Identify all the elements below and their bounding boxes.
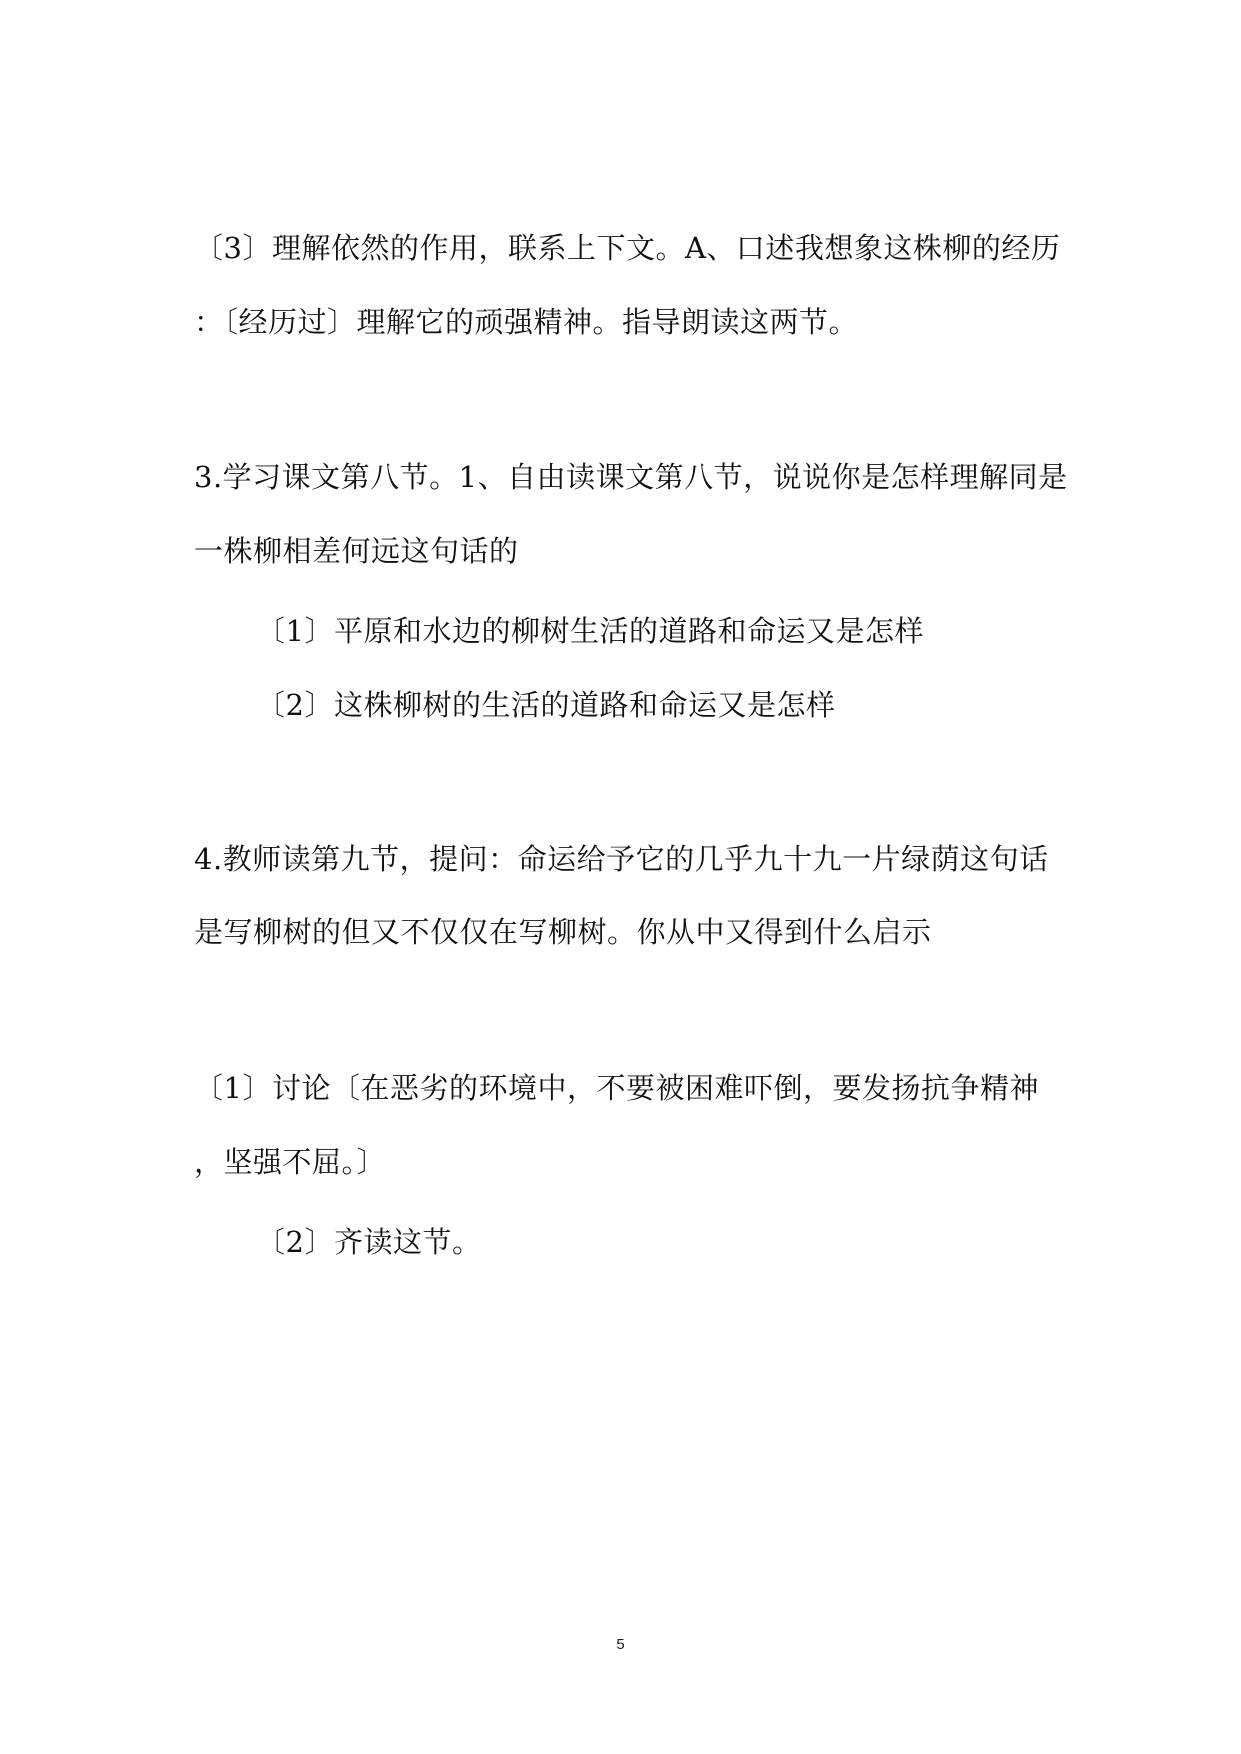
paragraph-line-2: ：〔经历过〕理解它的顽强精神。指导朗读这两节。 (194, 305, 859, 339)
page-number: 5 (616, 1636, 625, 1653)
paragraph-line-5: 4.教师读第九节，提问：命运给予它的几乎九十九一片绿荫这句话 (194, 842, 1049, 876)
paragraph-line-3: 3.学习课文第八节。1、自由读课文第八节，说说你是怎样理解同是 (194, 460, 1068, 494)
paragraph-line-8: ，坚强不屈。〕 (194, 1145, 387, 1179)
paragraph-line-7: 〔1〕讨论〔在恶劣的环境中，不要被困难吓倒，要发扬抗争精神 (194, 1071, 1039, 1105)
paragraph-line-1: 〔3〕理解依然的作用，联系上下文。A、口述我想象这株柳的经历 (194, 231, 1061, 265)
list-item-line-2: 〔2〕这株柳树的生活的道路和命运又是怎样 (256, 688, 836, 722)
paragraph-line-6: 是写柳树的但又不仅仅在写柳树。你从中又得到什么启示 (194, 915, 932, 949)
list-item-line-1: 〔1〕平原和水边的柳树生活的道路和命运又是怎样 (256, 614, 924, 648)
paragraph-line-4: 一株柳相差何远这句话的 (194, 534, 519, 568)
list-item-line-3: 〔2〕齐读这节。 (256, 1225, 482, 1259)
